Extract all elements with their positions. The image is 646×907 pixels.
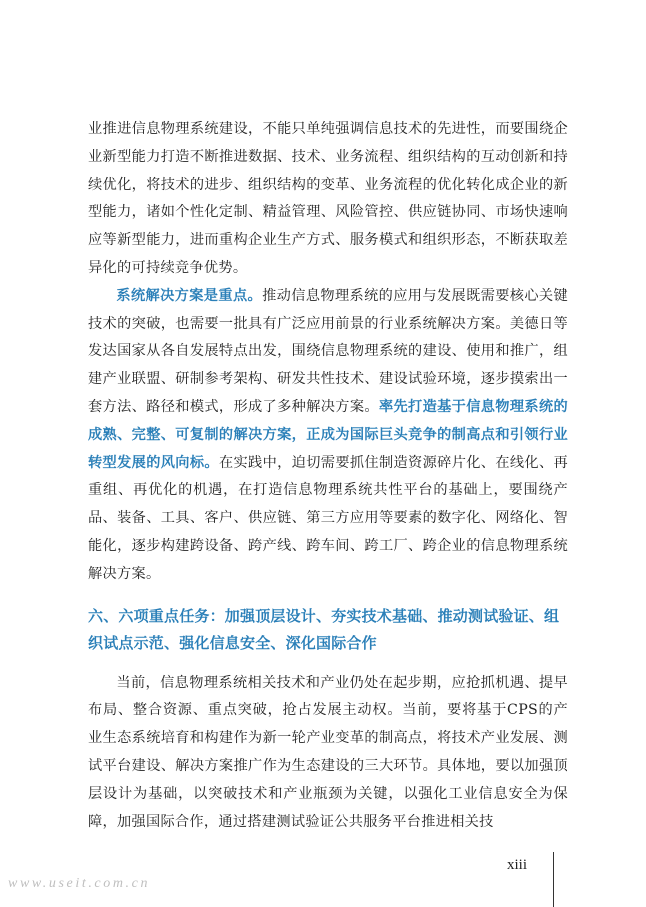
footer-rule: [553, 852, 554, 907]
page-number: xiii: [507, 857, 528, 873]
highlight-system-solutions: 系统解决方案是重点。: [116, 287, 263, 304]
paragraph-2-text-2: 在实践中，迫切需要抓住制造资源碎片化、在线化、再重组、再优化的机遇，在打造信息物理系统共性平台的基础上，要围绕产品、装备、工具、客户、供应链、第三方应用等要素的数字化、网络化、智能化，逐步构建跨设备、跨产线、跨车间、跨工厂、跨企业的信息物理系统解决方案。: [88, 454, 569, 582]
watermark: www.useit.com.cn: [8, 876, 151, 891]
section-heading: 六、六项重点任务：加强顶层设计、夯实技术基础、推动测试验证、组织试点示范、强化信息安全、深化国际合作: [88, 606, 560, 653]
paragraph-2: [88, 283, 568, 589]
paragraph-1: 业推进信息物理系统建设，不能只单纯强调信息技术的先进性，而要围绕企业新型能力打造不断推进数据、技术、业务流程、组织结构的互动创新和持续优化，将技术的进步、组织结构的变革、业务流程的优化转化成企业的新型能力，诸如个性化定制、精益管理、风险管控、供应链协同、市场快速响应等新型能力，进而重构企业生产方式、服务模式和组织形态，不断获取差异化的可持续竞争优势。: [88, 121, 568, 276]
paragraph-2-text-1: 推动信息物理系统的应用与发展既需要核心关键技术的突破，也需要一批具有广泛应用前景的行业系统解决方案。美德日等发达国家从各自发展特点出发，围绕信息物理系统的建设、使用和推广，组建产业联盟、研制参考架构、研发共性技术、建设试验环境，逐步摸索出一套方法、路径和模式，形成了多种解决方案。: [88, 287, 568, 415]
paragraph-3: 当前，信息物理系统相关技术和产业仍处在起步期，应抢抓机遇、提早布局、整合资源、重点突破，抢占发展主动权。当前，要将基于CPS的产业生态系统培育和构建作为新一轮产业变革的制高点，将技术产业发展、测试平台建设、解决方案推广作为生态建设的三大环节。具体地，要以加强顶层设计为基础，以突破技术和产业瓶颈为关键，以强化工业信息安全为保障，加强国际合作，通过搭建测试验证公共服务平台推进相关技: [88, 674, 568, 830]
body-text: [88, 116, 568, 836]
highlight-first-mover: 率先打造基于信息物理系统的成熟、完整、可复制的解决方案，正成为国际巨头竞争的制高点和引领行业转型发展的风向标。: [88, 398, 568, 471]
